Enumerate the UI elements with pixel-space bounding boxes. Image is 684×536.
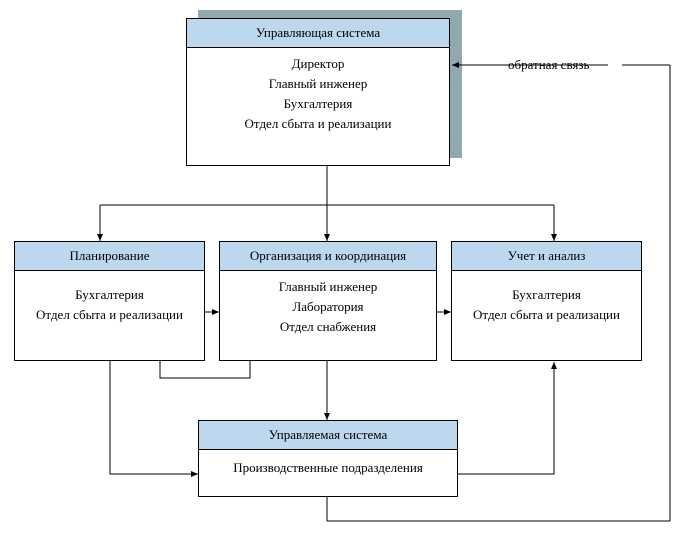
box-accounting-analysis[interactable]: [451, 241, 642, 361]
box-accounting-analysis-line-1: Отдел сбыта и реализации: [473, 306, 620, 322]
box-planning-line-1: Отдел сбыта и реализации: [36, 306, 183, 322]
box-planning-header: Планирование: [15, 242, 204, 271]
box-planning-line-0: Бухгалтерия: [75, 286, 144, 302]
box-accounting-analysis-body: [452, 271, 641, 331]
box-managing-system-header: Управляющая система: [187, 19, 449, 48]
box-planning[interactable]: [14, 241, 205, 361]
box-managed-system-line-0: Производственные подразделения: [233, 459, 423, 475]
box-managed-system[interactable]: [198, 420, 458, 497]
box-managed-system-body: [199, 450, 457, 484]
box-managing-system-line-3: Отдел сбыта и реализации: [244, 116, 392, 132]
box-managed-system-header: Управляемая система: [199, 421, 457, 450]
box-organization-header: Организация и координация: [220, 242, 436, 271]
box-planning-body: [15, 271, 204, 331]
box-managing-system-body: [187, 48, 449, 141]
box-organization-line-1: Лаборатория: [292, 298, 364, 314]
box-accounting-analysis-line-0: Бухгалтерия: [512, 286, 581, 302]
box-managing-system-line-0: Директор: [291, 55, 345, 71]
box-accounting-analysis-header: Учет и анализ: [452, 242, 641, 271]
box-managing-system-line-2: Бухгалтерия: [283, 95, 353, 111]
box-managing-system-line-1: Главный инженер: [268, 75, 368, 91]
box-managing-system[interactable]: [186, 18, 450, 166]
feedback-label: обратная связь: [508, 57, 590, 72]
box-organization[interactable]: [219, 241, 437, 361]
box-organization-line-0: Главный инженер: [278, 278, 378, 294]
box-organization-line-2: Отдел снабжения: [279, 318, 377, 334]
box-organization-body: [220, 271, 436, 343]
